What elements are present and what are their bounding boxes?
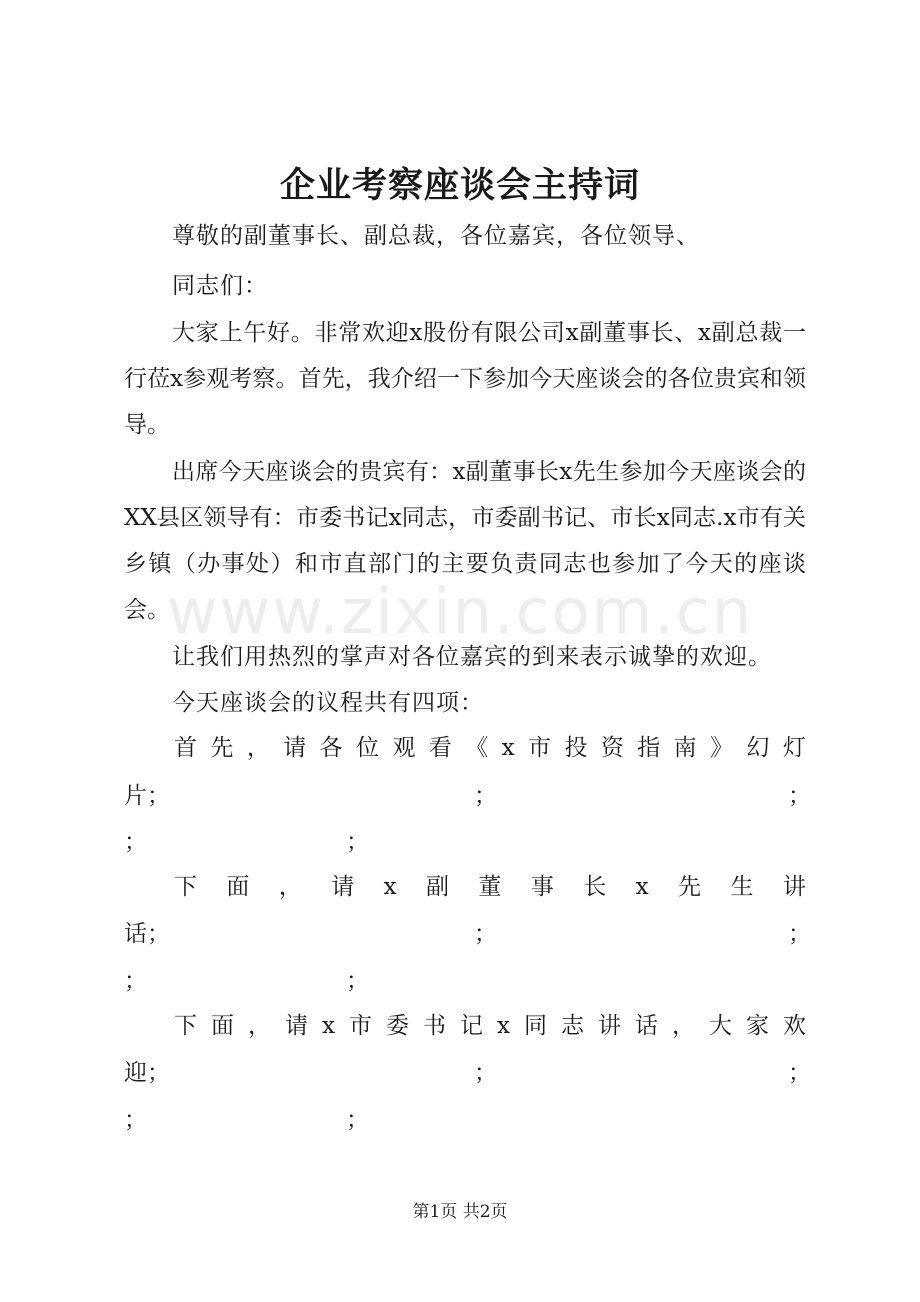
semicolon: ； — [474, 921, 497, 947]
agenda-item-1-char: 各 — [319, 735, 343, 761]
agenda-item-2-char: 事 — [530, 874, 554, 900]
semicolon: ； — [346, 968, 369, 994]
paragraph-attendees: 出席今天座谈会的贵宾有：x副董事长x先生参加今天座谈会的XX县区领导有：市委书记x同志，市委副书记、市长x同志.x市有关乡镇（办事处）和市直部门的主要负责同志也参加了今天的座谈会。 — [124, 459, 806, 623]
agenda-item-2-tail: 话； — [124, 921, 170, 947]
agenda-item-1-char: 投 — [564, 735, 588, 761]
agenda-item-3-char: 欢 — [782, 1013, 806, 1039]
agenda-item-1-char: 请 — [283, 735, 307, 761]
agenda-item-3-char: 委 — [385, 1013, 409, 1039]
semicolon: ； — [124, 829, 147, 855]
agenda-item-3-semicolon-row — [124, 1097, 806, 1143]
agenda-item-1-char: ， — [246, 735, 270, 761]
agenda-item-2-char: 讲 — [782, 874, 806, 900]
semicolon: ； — [474, 1060, 497, 1086]
agenda-item-1-char: 先 — [210, 735, 234, 761]
agenda-item-1-semicolon-row — [124, 819, 806, 865]
agenda-item-1-char: 《 — [465, 735, 489, 761]
agenda-item-3 — [124, 1003, 806, 1049]
agenda-item-3-char: 讲 — [597, 1013, 621, 1039]
agenda-item-2-char: 下 — [174, 874, 197, 900]
agenda-item-1-tail-row — [124, 773, 811, 819]
agenda-item-3-char: 市 — [348, 1013, 372, 1039]
agenda-item-1-char: 资 — [600, 735, 624, 761]
agenda-item-1-char: 首 — [174, 735, 197, 761]
agenda-item-3-char: 家 — [745, 1013, 769, 1039]
document-title: 企业考察座谈会主持词 — [279, 165, 640, 206]
agenda-item-2-char: 请 — [331, 874, 355, 900]
agenda-item-3-char: 志 — [560, 1013, 584, 1039]
agenda-item-1-char: 看 — [428, 735, 452, 761]
agenda-item-2-char: 面 — [226, 874, 250, 900]
agenda-item-2-char: 先 — [678, 874, 702, 900]
agenda-item-3-tail-row — [124, 1050, 811, 1096]
semicolon: ； — [788, 1060, 811, 1086]
agenda-item-3-char: 大 — [708, 1013, 732, 1039]
agenda-item-3-char: 记 — [459, 1013, 483, 1039]
agenda-item-1-char: 幻 — [746, 735, 770, 761]
agenda-item-3-char: ， — [248, 1013, 271, 1039]
semicolon: ； — [474, 783, 497, 809]
agenda-item-3-char: 同 — [523, 1013, 547, 1039]
paragraph-greeting: 大家上午好。非常欢迎x股份有限公司x副董事长、x副总裁一行莅x参观考察。首先，我介绍一下参加今天座谈会的各位贵宾和领导。 — [124, 320, 806, 438]
semicolon: ； — [124, 1107, 147, 1133]
agenda-item-2-tail-row — [124, 911, 811, 957]
salutation-line-2: 同志们： — [172, 273, 268, 299]
semicolon: ； — [124, 968, 147, 994]
agenda-item-2 — [124, 864, 806, 910]
agenda-item-3-char: 书 — [422, 1013, 446, 1039]
agenda-item-3-char: 下 — [174, 1013, 197, 1039]
agenda-item-1-char: 灯 — [782, 735, 806, 761]
semicolon: ； — [346, 829, 369, 855]
agenda-item-3-char: ， — [671, 1013, 695, 1039]
agenda-item-1-char: x — [501, 735, 515, 761]
agenda-item-3-tail: 迎； — [124, 1060, 170, 1086]
agenda-item-1-char: 》 — [710, 735, 734, 761]
salutation-line-1: 尊敬的副董事长、副总裁，各位嘉宾，各位领导、 — [172, 223, 700, 249]
agenda-item-1-char: 南 — [673, 735, 697, 761]
paragraph-welcome: 让我们用热烈的掌声对各位嘉宾的到来表示诚挚的欢迎。 — [172, 644, 772, 670]
page-footer: 第1页 共2页 — [412, 1202, 508, 1222]
agenda-item-2-char: 副 — [426, 874, 450, 900]
agenda-item-3-char: 面 — [211, 1013, 234, 1039]
agenda-item-1-char: 观 — [392, 735, 416, 761]
agenda-item-3-char: x — [322, 1013, 335, 1039]
agenda-item-3-char: x — [496, 1013, 510, 1039]
semicolon: ； — [346, 1107, 369, 1133]
agenda-item-1-char: 指 — [637, 735, 661, 761]
agenda-item-2-char: 长 — [583, 874, 607, 900]
agenda-item-2-char: 董 — [478, 874, 502, 900]
agenda-item-1 — [124, 725, 806, 771]
agenda-item-1-tail: 片； — [124, 783, 170, 809]
agenda-item-2-char: ， — [278, 874, 302, 900]
agenda-item-1-char: 位 — [356, 735, 380, 761]
agenda-item-3-char: 请 — [285, 1013, 308, 1039]
agenda-item-2-char: x — [383, 874, 397, 900]
semicolon: ； — [788, 921, 811, 947]
agenda-item-2-semicolon-row — [124, 958, 806, 1004]
watermark: www.zixin.com.cn — [166, 575, 754, 648]
agenda-item-1-char: 市 — [528, 735, 552, 761]
agenda-item-3-char: 话 — [634, 1013, 658, 1039]
paragraph-agenda-intro: 今天座谈会的议程共有四项： — [172, 690, 484, 716]
semicolon: ； — [788, 783, 811, 809]
agenda-item-2-char: 生 — [730, 874, 754, 900]
agenda-item-2-char: x — [635, 874, 649, 900]
